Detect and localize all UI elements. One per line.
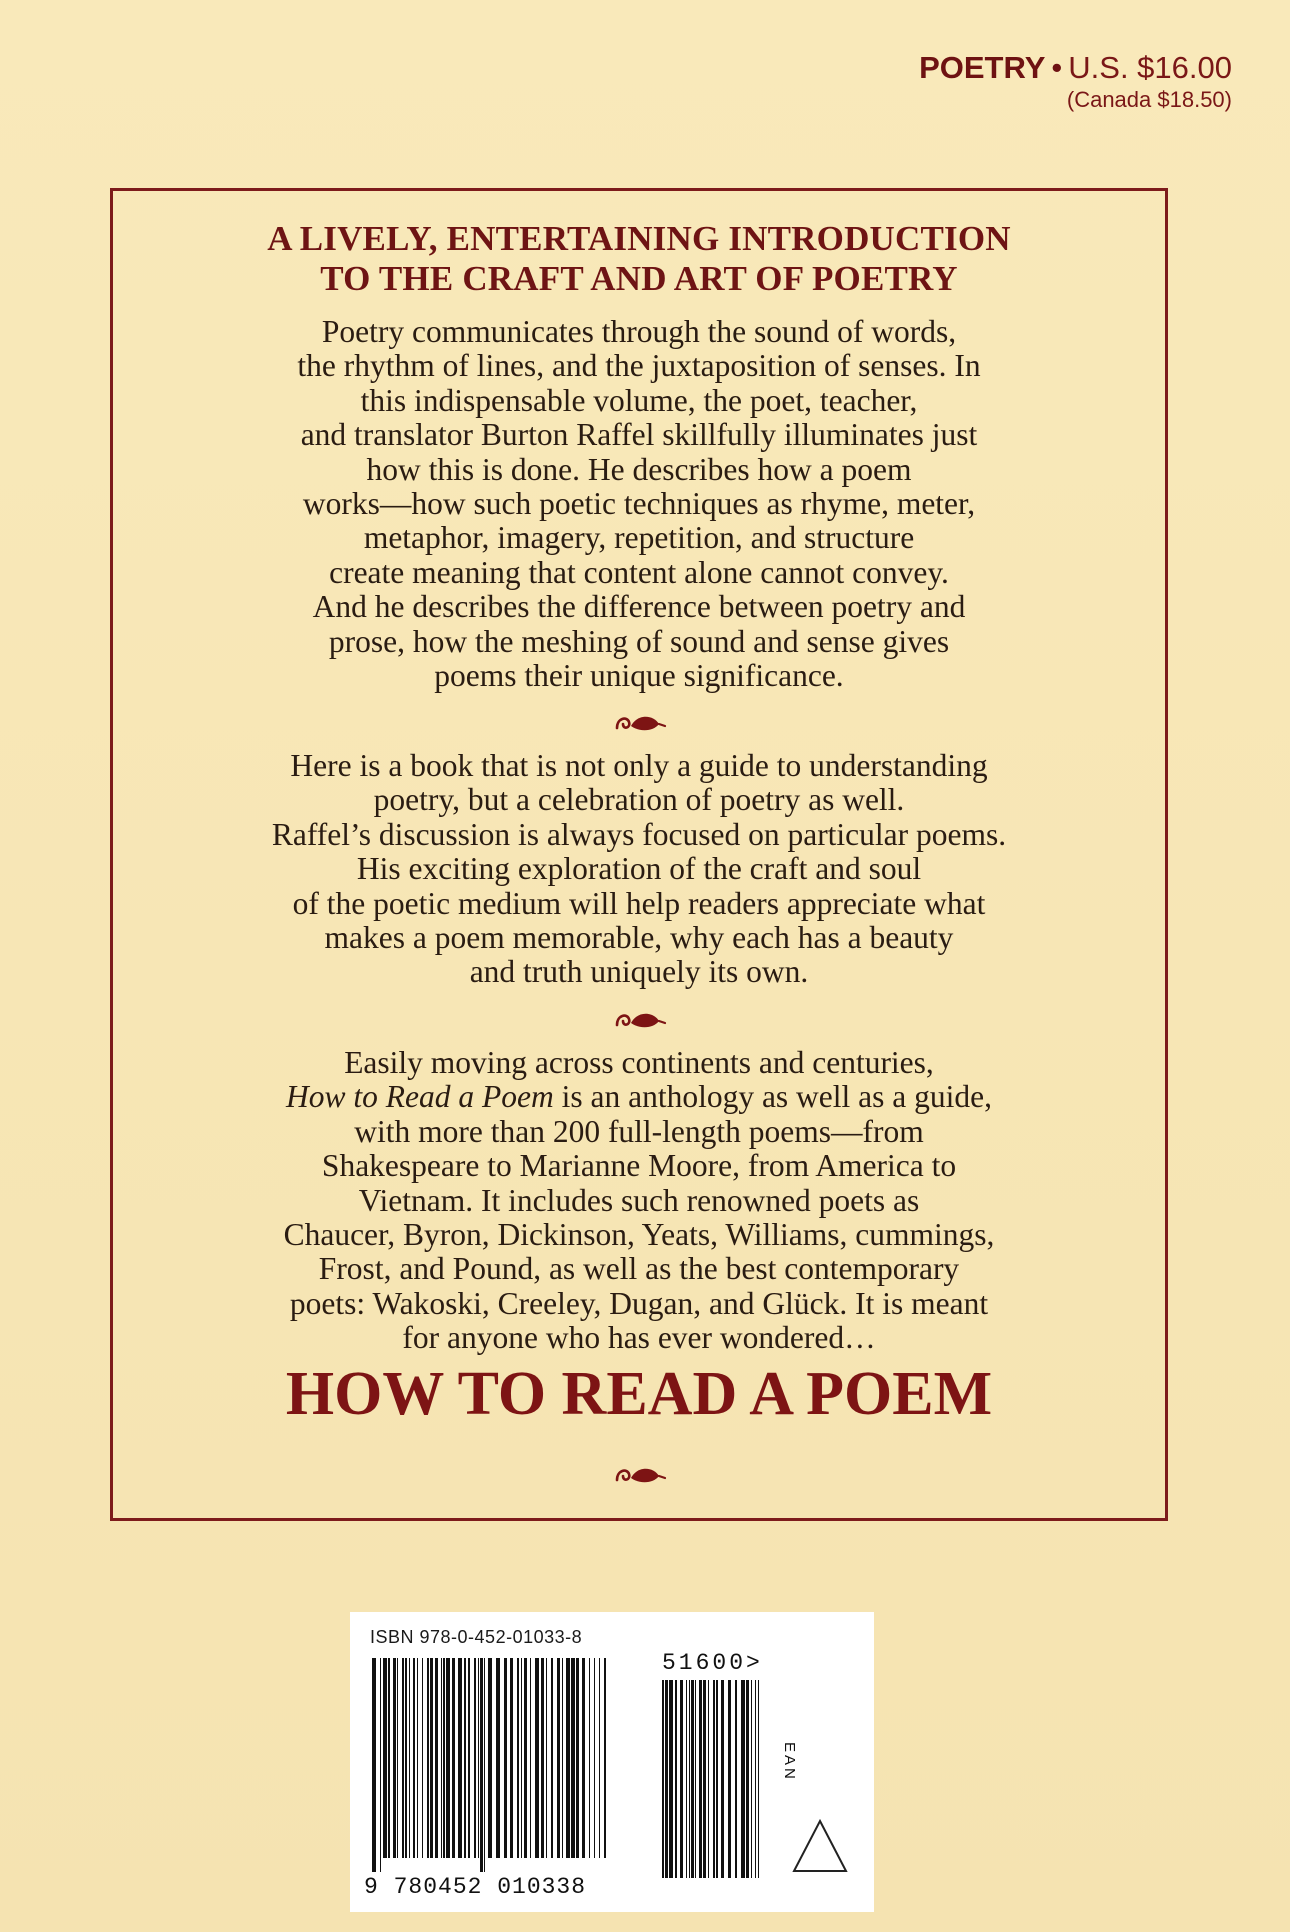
headline-line-1: A LIVELY, ENTERTAINING INTRODUCTION [267, 219, 1011, 258]
barcode-bar [662, 1680, 664, 1878]
paragraph-line: metaphor, imagery, repetition, and structure [363, 520, 915, 556]
headline [113, 219, 1165, 299]
barcode-bar [484, 1658, 485, 1872]
paragraph-line: His exciting exploration of the craft and soul [356, 851, 922, 887]
barcode-bar [576, 1658, 579, 1858]
us-price: U.S. $16.00 [1068, 50, 1232, 85]
barcode-bar [675, 1680, 677, 1878]
paragraph-line: for anyone who has ever wondered… [402, 1320, 876, 1356]
barcode-bar [594, 1658, 595, 1858]
barcode-bar [510, 1658, 513, 1858]
paragraph-line: makes a poem memorable, why each has a beauty [324, 920, 954, 956]
barcode-bar [372, 1658, 376, 1872]
barcode-bar [546, 1658, 547, 1858]
barcode-bar [721, 1680, 724, 1878]
paragraph-2 [143, 749, 1135, 990]
barcode-bar [388, 1658, 390, 1858]
paragraph-line: And he describes the difference between poetry and [312, 589, 966, 625]
barcode-bar [468, 1658, 470, 1858]
paragraph-line: and translator Burton Raffel skillfully illuminates just [300, 417, 978, 453]
canada-price: (Canada $18.50) [1066, 87, 1232, 112]
barcode-addon-icon [662, 1680, 762, 1892]
triangle-icon [790, 1817, 850, 1875]
category-label: POETRY [919, 50, 1046, 85]
barcode-number: 9 780452 010338 [364, 1874, 587, 1900]
barcode-bar [746, 1680, 749, 1878]
paragraph-line: and truth uniquely its own. [469, 954, 809, 990]
paragraph-line: Chaucer, Byron, Dickinson, Yeats, Williams, cummings, [283, 1217, 995, 1253]
barcode-bar [430, 1658, 433, 1858]
paragraph-line: Poetry communicates through the sound of words, [321, 314, 957, 349]
barcode-bar [446, 1658, 450, 1858]
barcode-bar [566, 1658, 570, 1858]
price-line [919, 50, 1232, 86]
paragraph-line: Easily moving across continents and centuries, [344, 1045, 934, 1080]
barcode-bar [562, 1658, 563, 1858]
price-separator: • [1051, 50, 1063, 85]
barcode-bar [751, 1680, 752, 1878]
ean-label: EAN [781, 1742, 798, 1782]
barcode-bar [422, 1658, 423, 1858]
book-title-italic: How to Read a Poem [286, 1079, 554, 1115]
barcode-bar [488, 1658, 492, 1858]
barcode-bar [741, 1680, 745, 1878]
barcode-bar [409, 1658, 410, 1858]
paragraph-line: create meaning that content alone cannot convey. [329, 554, 949, 590]
barcode-bar [427, 1658, 429, 1858]
barcode-bar [755, 1680, 756, 1878]
barcode-bar [713, 1680, 715, 1878]
barcode-bar [535, 1658, 539, 1858]
barcode-bar [393, 1658, 396, 1858]
price-block [919, 50, 1232, 114]
barcode-bar [504, 1658, 507, 1858]
barcode-bar [452, 1658, 455, 1858]
barcode-bar [551, 1658, 553, 1858]
barcode-bar [669, 1680, 673, 1878]
barcode-bar [464, 1658, 466, 1858]
barcode-main-icon [372, 1658, 612, 1872]
barcode-bar [680, 1680, 683, 1878]
barcode-bar [397, 1658, 398, 1858]
barcode-bar [521, 1658, 522, 1858]
barcode-bar [405, 1658, 407, 1858]
barcode-bar [735, 1680, 737, 1878]
paragraph-line: how this is done. He describes how a poem [366, 451, 912, 487]
barcode-bar [695, 1680, 696, 1878]
isbn-label: ISBN 978-0-452-01033-8 [370, 1627, 583, 1647]
barcode-bar [474, 1658, 476, 1858]
barcode-bar [413, 1658, 415, 1858]
barcode-addon-number: 51600> [662, 1650, 763, 1676]
barcode-bar [530, 1658, 531, 1858]
barcode-bar [691, 1680, 694, 1878]
barcode-bar [441, 1658, 442, 1858]
barcode-bar [665, 1680, 668, 1878]
barcode-bar [582, 1658, 585, 1858]
barcode-bar [478, 1658, 479, 1858]
barcode-bar [708, 1680, 709, 1878]
paragraph-line [143, 1080, 1135, 1114]
barcode-bar [480, 1658, 483, 1872]
barcode-bar [496, 1658, 500, 1858]
barcode-bar [716, 1680, 718, 1878]
barcode-bar [557, 1658, 560, 1858]
paragraph-line: poetry, but a celebration of poetry as well. [373, 782, 905, 818]
description-frame [110, 188, 1168, 1521]
barcode-bar [458, 1658, 462, 1858]
paragraph-line: poets: Wakoski, Creeley, Dugan, and Glück. It is meant [289, 1285, 989, 1321]
barcode-bar [383, 1658, 387, 1858]
barcode-bar [699, 1680, 702, 1878]
barcode-bar [443, 1658, 445, 1858]
leaf-ornament-icon [609, 706, 669, 736]
barcode-bar [599, 1658, 600, 1858]
barcode-bar [380, 1658, 381, 1872]
paragraph-line: poems their unique significance. [434, 658, 844, 694]
paragraph-1 [143, 315, 1135, 693]
leaf-ornament-icon [609, 1458, 669, 1488]
headline-line-2: TO THE CRAFT AND ART OF POETRY [320, 259, 958, 298]
paragraph-line: Raffel’s discussion is always focused on particular poems. [271, 816, 1007, 852]
barcode-bar [758, 1680, 759, 1878]
paragraph-line: Shakespeare to Marianne Moore, from America to [321, 1148, 957, 1184]
barcode-bar [703, 1680, 706, 1878]
barcode-bar [571, 1658, 575, 1858]
barcode-bar [604, 1658, 606, 1858]
barcode-bar [589, 1658, 590, 1858]
barcode-bar [417, 1658, 418, 1858]
paragraph-line-rest: is an anthology as well as a guide, [553, 1079, 992, 1115]
paragraph-line: the rhythm of lines, and the juxtaposition of senses. In [297, 348, 981, 384]
barcode-bar [435, 1658, 438, 1858]
paragraph-line: Frost, and Pound, as well as the best contemporary [318, 1251, 960, 1287]
barcode-bar [541, 1658, 544, 1858]
barcode-panel [350, 1612, 874, 1912]
paragraph-line: Here is a book that is not only a guide to understanding [290, 748, 988, 783]
barcode-bar [689, 1680, 690, 1878]
paragraph-line: with more than 200 full-length poems—from [354, 1113, 924, 1149]
paragraph-line: works—how such poetic techniques as rhyme, meter, [302, 486, 976, 522]
barcode-bar [402, 1658, 404, 1858]
barcode-bar [686, 1680, 687, 1878]
book-title: HOW TO READ A POEM [285, 1360, 993, 1428]
paragraph-line: this indispensable volume, the poet, teacher, [360, 382, 918, 418]
paragraph-3 [143, 1046, 1135, 1356]
paragraph-line: Vietnam. It includes such renowned poets as [358, 1182, 920, 1218]
barcode-bar [524, 1658, 527, 1858]
barcode-bar [517, 1658, 519, 1858]
paragraph-line: prose, how the meshing of sound and sense gives [328, 623, 950, 659]
paragraph-line: of the poetic medium will help readers appreciate what [292, 885, 986, 921]
leaf-ornament-icon [609, 1003, 669, 1033]
barcode-bar [728, 1680, 731, 1878]
